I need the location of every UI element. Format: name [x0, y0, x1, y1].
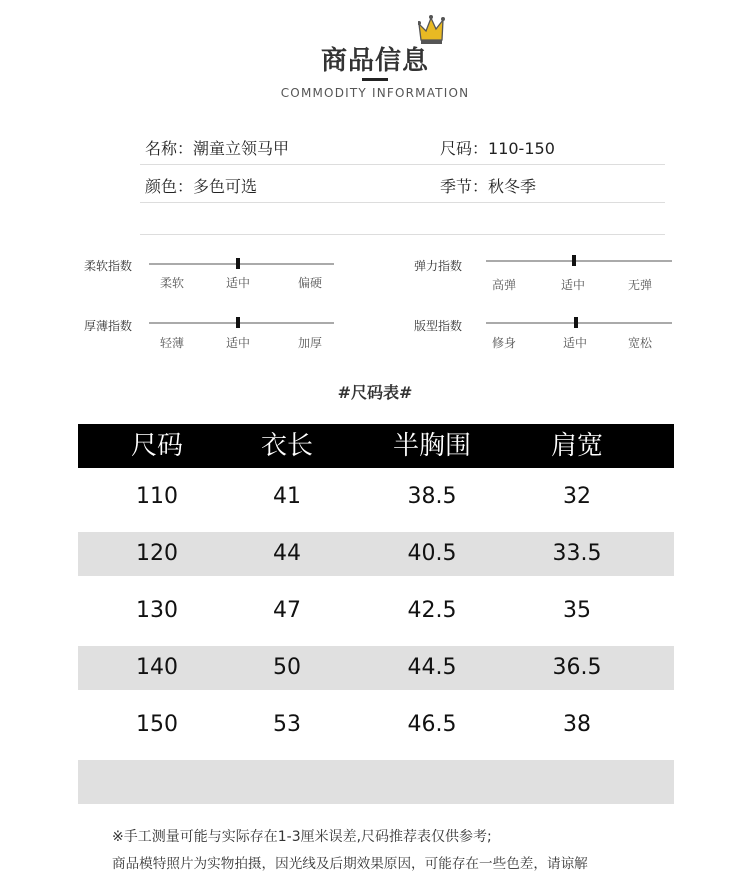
cell-length: 53	[273, 712, 301, 737]
column-header-shoulder: 肩宽	[550, 431, 603, 461]
crown-icon	[418, 14, 446, 46]
season-label: 季节：	[440, 177, 489, 196]
column-header-half-chest: 半胸围	[392, 431, 471, 461]
fit-scale	[414, 314, 684, 354]
scale-track	[149, 322, 334, 324]
size-table-header	[78, 424, 674, 468]
scale-tick: 适中	[560, 278, 585, 292]
scale-tick: 无弹	[627, 278, 652, 292]
scale-tick: 偏硬	[297, 276, 322, 290]
info-divider	[140, 234, 665, 235]
scale-label: 厚薄指数	[84, 319, 133, 333]
cell-half-chest: 42.5	[407, 598, 457, 623]
measurement-note: ※手工测量可能与实际存在1-3厘米误差,尺码推荐表仅供参考;	[112, 829, 492, 845]
cell-length: 41	[273, 484, 301, 509]
scale-label: 弹力指数	[414, 259, 463, 273]
info-divider	[140, 202, 665, 203]
scale-track	[486, 260, 672, 262]
cell-size: 120	[136, 541, 178, 566]
cell-size: 110	[136, 484, 178, 509]
page-title: 商品信息	[320, 46, 429, 76]
scale-tick: 适中	[225, 336, 250, 350]
cell-size: 130	[136, 598, 178, 623]
scale-tick: 宽松	[627, 336, 652, 350]
cell-shoulder: 36.5	[552, 655, 602, 680]
cell-half-chest: 38.5	[407, 484, 457, 509]
scale-track	[486, 322, 672, 324]
scale-tick: 轻薄	[159, 336, 184, 350]
scale-marker	[572, 255, 576, 266]
name-info	[145, 136, 289, 159]
cell-half-chest: 40.5	[407, 541, 457, 566]
color-label: 颜色：	[145, 177, 194, 196]
scale-tick: 高弹	[491, 278, 516, 292]
cell-shoulder: 38	[563, 712, 591, 737]
scale-track	[149, 263, 334, 265]
column-header-size: 尺码	[130, 431, 183, 461]
scale-tick: 柔软	[159, 276, 184, 290]
size-info	[440, 136, 555, 159]
scale-marker	[236, 317, 240, 328]
scale-tick: 适中	[562, 336, 587, 350]
thickness-scale	[84, 314, 354, 354]
size-label: 尺码：	[440, 139, 489, 158]
scale-marker	[574, 317, 578, 328]
size-value: 110-150	[488, 139, 555, 158]
elasticity-scale	[414, 254, 684, 294]
cell-length: 50	[273, 655, 301, 680]
cell-half-chest: 46.5	[407, 712, 457, 737]
softness-scale	[84, 254, 354, 294]
name-label: 名称：	[145, 139, 194, 158]
table-row	[78, 475, 674, 519]
season-info	[440, 174, 536, 197]
page-subtitle: COMMODITY INFORMATION	[280, 86, 470, 100]
cell-half-chest: 44.5	[407, 655, 457, 680]
season-value: 秋冬季	[488, 177, 537, 196]
cell-size: 140	[136, 655, 178, 680]
scale-tick: 修身	[491, 336, 516, 350]
title-underline	[362, 78, 388, 81]
scale-marker	[236, 258, 240, 269]
color-info	[145, 174, 257, 197]
cell-shoulder: 33.5	[552, 541, 602, 566]
scale-label: 柔软指数	[84, 259, 133, 273]
color-value: 多色可选	[193, 177, 258, 196]
cell-length: 47	[273, 598, 301, 623]
scale-tick: 加厚	[297, 336, 322, 350]
column-header-length: 衣长	[260, 431, 313, 461]
info-divider	[140, 164, 665, 165]
scale-label: 版型指数	[414, 319, 463, 333]
table-row	[78, 532, 674, 576]
name-value: 潮童立领马甲	[193, 139, 290, 158]
table-row	[78, 703, 674, 747]
cell-size: 150	[136, 712, 178, 737]
scale-tick: 适中	[225, 276, 250, 290]
size-table-title: #尺码表#	[337, 383, 413, 402]
cell-shoulder: 35	[563, 598, 591, 623]
cell-length: 44	[273, 541, 301, 566]
table-row-empty	[78, 760, 674, 804]
color-disclaimer: 商品模特照片为实物拍摄，因光线及后期效果原因，可能存在一些色差，请谅解	[112, 856, 588, 872]
table-row	[78, 646, 674, 690]
cell-shoulder: 32	[563, 484, 591, 509]
table-row	[78, 589, 674, 633]
